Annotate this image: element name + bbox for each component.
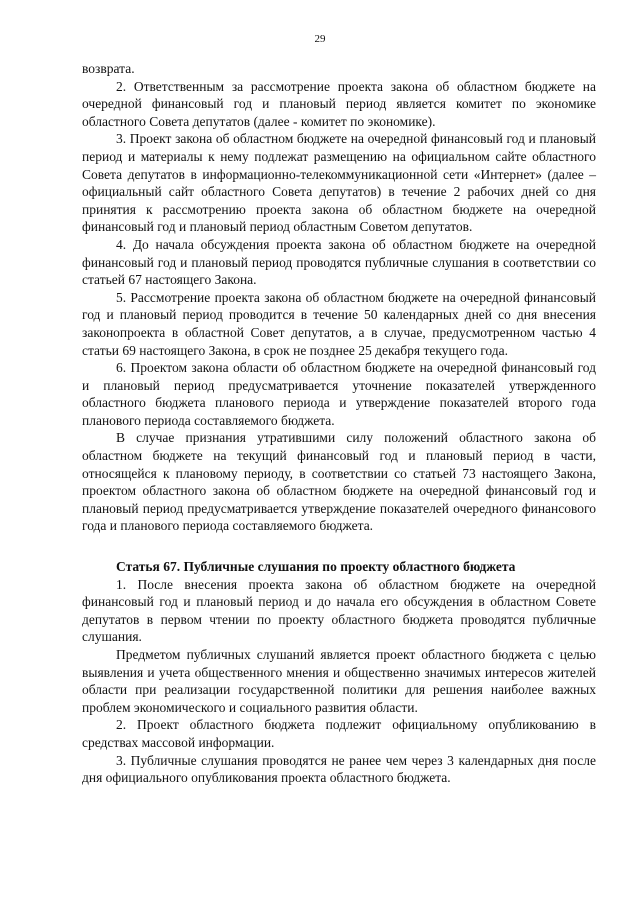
article-paragraph-3: 3. Публичные слушания проводятся не ранее чем через 3 календарных дня после дня официального опубликования проекта областного бюджета. [82,752,596,786]
paragraph-item-3: 3. Проект закона об областном бюджете на очередной финансовый год и плановый период и материалы к нему подлежат размещению на официальном сайте областного Совета депутатов в информационно-телекоммуникационной сети «Интернет» (далее – официальный сайт областного Совета депутатов) в течение 2 рабочих дней со дня принятия к рассмотрению проекта закона об областном бюджете на очередной финансовый год и плановый период областным Советом депутатов. [82,131,596,235]
paragraph-item-6-continued: В случае признания утратившими силу положений областного закона об областном бюджете на текущий финансовый год и плановый период в части, относящейся к плановому периоду, в соответствии со статьей 73 настоящего Закона, проектом областного закона об областном бюджете на очередной финансовый год и плановый период предусматривается утверждение показателей очередного финансового года и планового периода составляемого бюджета. [82,430,596,534]
paragraph-continuation: возврата. [82,61,135,76]
paragraph-item-2: 2. Ответственным за рассмотрение проекта закона об областном бюджете на очередной финансовый год и плановый период является комитет по экономике областного Совета депутатов (далее - комитет по экономике). [82,78,596,129]
paragraph-item-4: 4. До начала обсуждения проекта закона об областном бюджете на очередной финансовый год и плановый период проводятся публичные слушания в соответствии со статьей 67 настоящего Закона. [82,236,596,288]
article-paragraph-1-subject: Предметом публичных слушаний является проект областного бюджета с целью выявления и учета общественного мнения и общественно значимых интересов жителей области при реализации государственной политики для решения наиболее важных проблем экономического и социального развития области. [82,647,596,715]
document-body [82,60,596,787]
article-heading: Статья 67. Публичные слушания по проекту областного бюджета [116,559,516,575]
paragraph-item-5: 5. Рассмотрение проекта закона об областном бюджете на очередной финансовый год и плановый период проводится в течение 50 календарных дней со дня внесения законопроекта в областной Совет депутатов, а в случае, предусмотренном частью 4 статьи 69 настоящего Закона, в срок не позднее 25 декабря текущего года. [82,289,596,358]
page-number: 29 [314,33,326,45]
article-paragraph-2: 2. Проект областного бюджета подлежит официальному опубликованию в средствах массовой информации. [82,717,596,750]
paragraph-item-6: 6. Проектом закона области об областном бюджете на очередной финансовый год и плановый период предусматривается уточнение показателей утвержденного областного бюджета планового периода и утверждение показателей второго года планового периода составляемого бюджета. [82,360,596,428]
article-paragraph-1: 1. После внесения проекта закона об областном бюджете на очередной финансовый год и плановый период и до начала его обсуждения в областном Совете депутатов в первом чтении по проекту областного бюджета проводятся публичные слушания. [82,576,596,645]
